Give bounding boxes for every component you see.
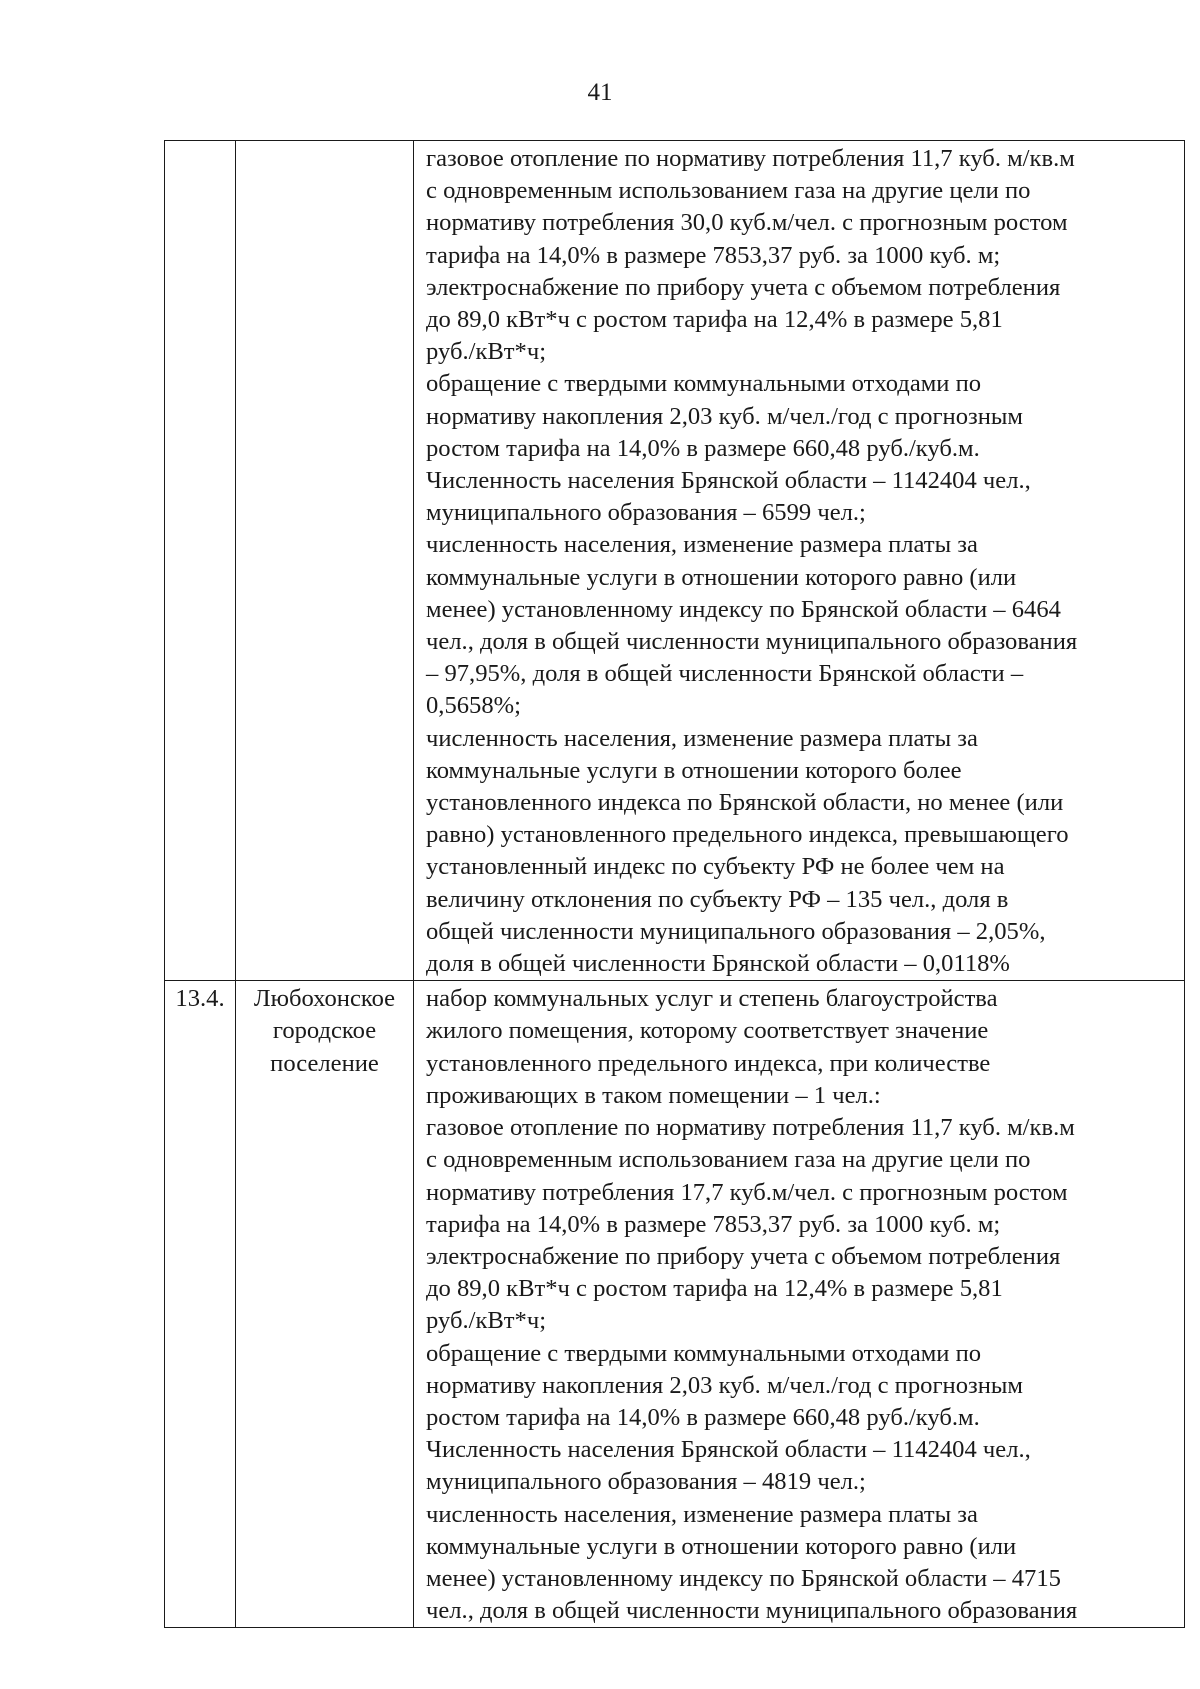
description-cell: набор коммунальных услуг и степень благоустройства жилого помещения, которому соответствует значение установленного предельного индекса, при количестве проживающих в таком помещении – 1 чел.: газовое отопление по нормативу потребления 11,7 куб. м/кв.м с одновременным использованием газа на другие цели по нормативу потребления 17,7 куб.м/чел. с прогнозным ростом тарифа на 14,0% в размере 7853,37 руб. за 1000 куб. м; электроснабжение по прибору учета с объемом потребления до 89,0 кВт*ч с ростом тарифа на 12,4% в размере 5,81 руб./кВт*ч; обращение с твердыми коммунальными отходами по нормативу накопления 2,03 куб. м/чел./год с прогнозным ростом тарифа на 14,0% в размере 660,48 руб./куб.м. Численность населения Брянской области – 1142404 чел., муниципального образования – 4819 чел.; численность населения, изменение размера платы за коммунальные услуги в отношении которого равно (или менее) установленному индексу по Брянской области – 4715 чел., доля в общей численности муниципального образования — [414, 981, 1185, 1628]
municipal-index-table — [164, 140, 1185, 1628]
table-row — [165, 981, 1185, 1628]
row-number-cell: 13.4. — [165, 981, 236, 1628]
municipality-name-cell — [236, 141, 414, 981]
municipality-name-cell: Любохонское городское поселение — [236, 981, 414, 1628]
page-number: 41 — [587, 79, 613, 106]
table-row — [165, 141, 1185, 981]
description-cell: газовое отопление по нормативу потребления 11,7 куб. м/кв.м с одновременным использованием газа на другие цели по нормативу потребления 30,0 куб.м/чел. с прогнозным ростом тарифа на 14,0% в размере 7853,37 руб. за 1000 куб. м; электроснабжение по прибору учета с объемом потребления до 89,0 кВт*ч с ростом тарифа на 12,4% в размере 5,81 руб./кВт*ч; обращение с твердыми коммунальными отходами по нормативу накопления 2,03 куб. м/чел./год с прогнозным ростом тарифа на 14,0% в размере 660,48 руб./куб.м. Численность населения Брянской области – 1142404 чел., муниципального образования – 6599 чел.; численность населения, изменение размера платы за коммунальные услуги в отношении которого равно (или менее) установленному индексу по Брянской области – 6464 чел., доля в общей численности муниципального образования – 97,95%, доля в общей численности Брянской области – 0,5658%; численность населения, изменение размера платы за коммунальные услуги в отношении которого более установленного индекса по Брянской области, но менее (или равно) установленного предельного индекса, превышающего установленный индекс по субъекту РФ не более чем на величину отклонения по субъекту РФ – 135 чел., доля в общей численности муниципального образования – 2,05%, доля в общей численности Брянской области – 0,0118% — [414, 141, 1185, 981]
row-number-cell — [165, 141, 236, 981]
